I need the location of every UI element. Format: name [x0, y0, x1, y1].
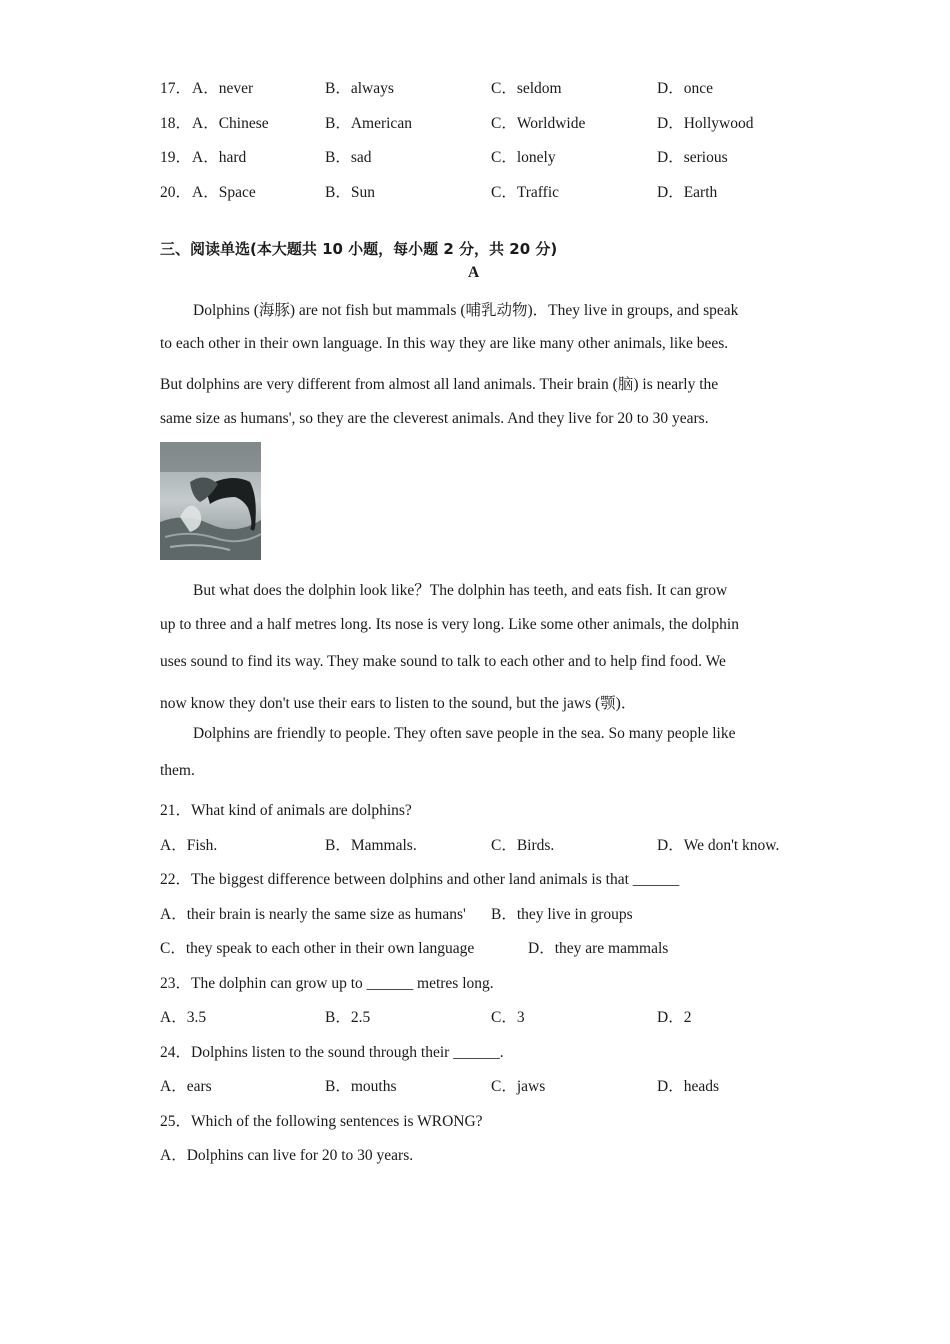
question-23-options	[160, 1005, 800, 1027]
question-row-19	[160, 145, 800, 167]
option-a: A．Space	[192, 184, 256, 201]
question-25-stem: 25．Which of the following sentences is WRONG?	[160, 1113, 483, 1130]
paragraph-line: Dolphins (海豚) are not fish but mammals (哺乳动物)．They live in groups, and speak	[193, 302, 739, 319]
option-b: B．sad	[325, 149, 372, 166]
passage-label: A	[468, 264, 480, 281]
option-c: C．Birds.	[491, 837, 555, 854]
option-d: D．once	[657, 80, 713, 97]
question-number: 20．	[160, 184, 192, 201]
option-d: D．We don't know.	[657, 837, 780, 854]
paragraph-line: uses sound to find its way. They make sound to talk to each other and to help find food. We	[160, 653, 726, 670]
section-heading: 三、阅读单选(本大题共 10 小题，每小题 2 分，共 20 分)	[160, 240, 558, 258]
paragraph-line: But dolphins are very different from almost all land animals. Their brain (脑) is nearly the	[160, 376, 719, 393]
option-a: A．hard	[192, 149, 247, 166]
option-a: A．3.5	[160, 1009, 207, 1026]
question-number: 18．	[160, 115, 192, 132]
option-b: B．mouths	[325, 1078, 397, 1095]
paragraph-line: But what does the dolphin look like？The dolphin has teeth, and eats fish. It can grow	[193, 582, 728, 599]
option-a: A．Chinese	[192, 115, 269, 132]
option-c: C．Traffic	[491, 184, 560, 201]
paragraph-line: to each other in their own language. In this way they are like many other animals, like bees.	[160, 335, 729, 352]
paragraph-line: Dolphins are friendly to people. They often save people in the sea. So many people like	[193, 725, 736, 742]
option-b: B．Sun	[325, 184, 375, 201]
question-24-options	[160, 1074, 800, 1096]
question-number: 17．	[160, 80, 192, 97]
paragraph-line: up to three and a half metres long. Its nose is very long. Like some other animals, the dolphin	[160, 616, 739, 633]
option-c: C．jaws	[491, 1078, 546, 1095]
paragraph-line: them.	[160, 762, 195, 779]
question-24-stem: 24．Dolphins listen to the sound through their ______.	[160, 1044, 504, 1061]
option-b: B．Mammals.	[325, 837, 417, 854]
option-a: A．never	[192, 80, 254, 97]
option-c: C．seldom	[491, 80, 562, 97]
option-b: B．they live in groups	[491, 906, 633, 923]
question-row-18	[160, 111, 800, 133]
question-number: 19．	[160, 149, 192, 166]
option-d: D．2	[657, 1009, 692, 1026]
option-a: A．their brain is nearly the same size as humans'	[160, 906, 466, 923]
paragraph-line: same size as humans', so they are the cleverest animals. And they live for 20 to 30 years.	[160, 410, 709, 427]
option-d: D．Earth	[657, 184, 718, 201]
option-c: C．3	[491, 1009, 525, 1026]
option-c: C．Worldwide	[491, 115, 586, 132]
option-a: A．Dolphins can live for 20 to 30 years.	[160, 1147, 414, 1164]
option-d: D．serious	[657, 149, 728, 166]
paragraph-line: now know they don't use their ears to listen to the sound, but the jaws (颚)．	[160, 695, 637, 712]
option-b: B．2.5	[325, 1009, 371, 1026]
option-a: A．Fish.	[160, 837, 218, 854]
option-c: C．lonely	[491, 149, 556, 166]
question-23-stem: 23．The dolphin can grow up to ______ metres long.	[160, 975, 494, 992]
question-21-options	[160, 833, 800, 855]
option-c: C．they speak to each other in their own language	[160, 940, 475, 957]
question-21-stem: 21．What kind of animals are dolphins?	[160, 802, 412, 819]
option-d: D．heads	[657, 1078, 719, 1095]
option-d: D．Hollywood	[657, 115, 754, 132]
dolphin-photo	[160, 442, 261, 560]
option-b: B．American	[325, 115, 412, 132]
question-row-20	[160, 180, 800, 202]
option-a: A．ears	[160, 1078, 212, 1095]
question-row-17	[160, 76, 800, 98]
option-b: B．always	[325, 80, 394, 97]
option-d: D．they are mammals	[528, 940, 669, 957]
question-22-stem: 22．The biggest difference between dolphins and other land animals is that ______	[160, 871, 680, 888]
